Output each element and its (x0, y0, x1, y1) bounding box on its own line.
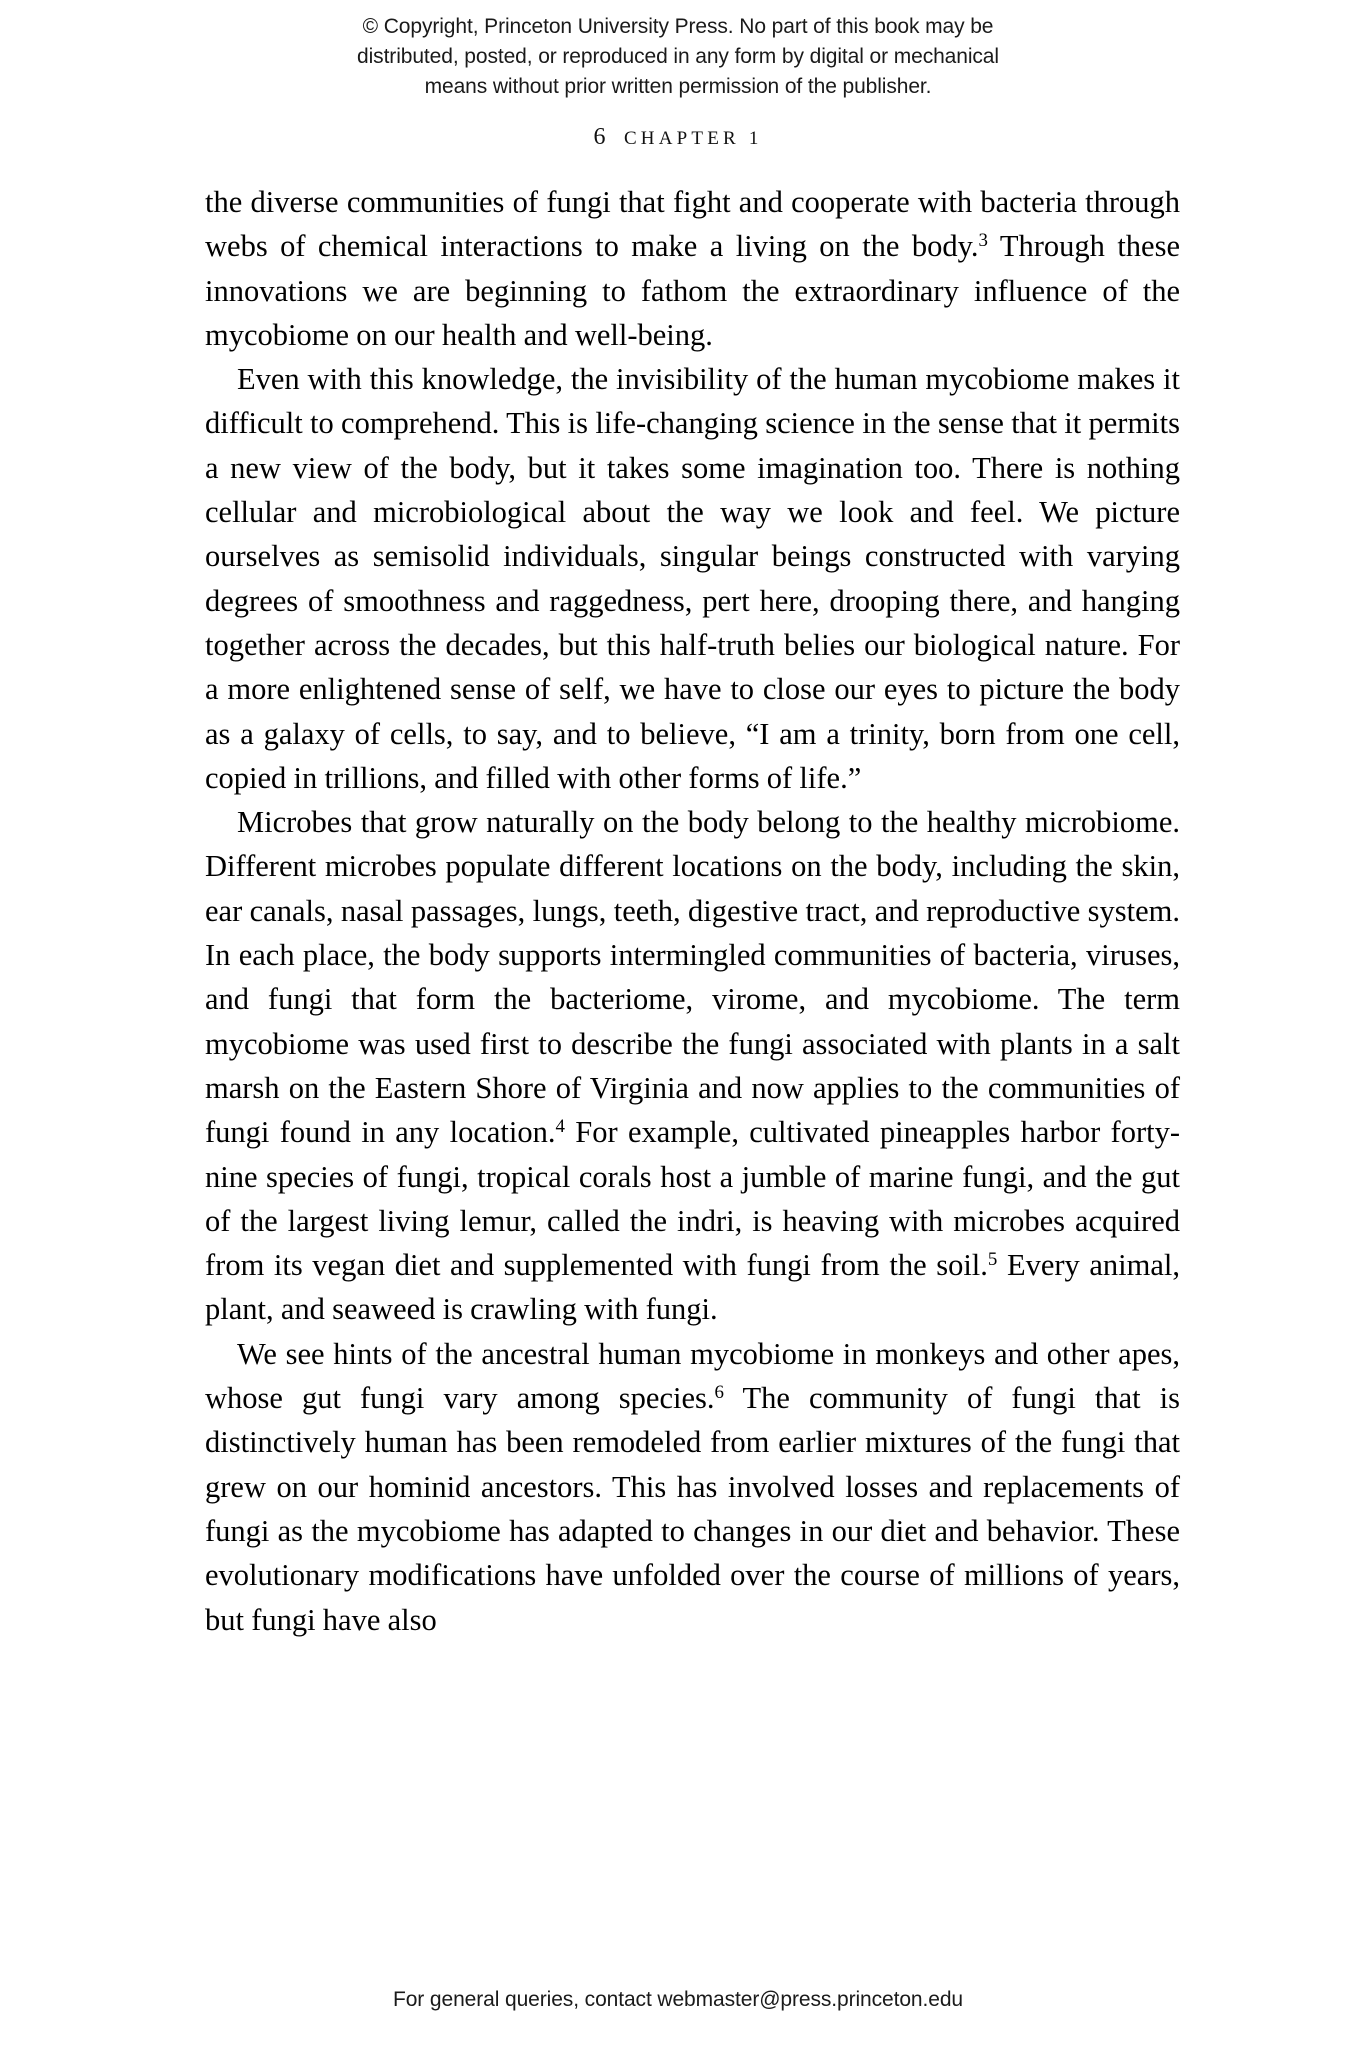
body-text (205, 180, 1180, 1642)
footnote-marker: 4 (555, 1116, 565, 1138)
footnote-marker: 6 (714, 1382, 724, 1404)
footnote-marker: 5 (987, 1249, 998, 1271)
copyright-notice-line-3: means without prior written permission of the publisher. (424, 75, 932, 98)
copyright-notice (0, 12, 1356, 102)
copyright-notice-line-2: distributed, posted, or reproduced in any form by digital or mechanical (357, 45, 999, 68)
running-head (0, 124, 1356, 151)
copyright-notice-line-1: © Copyright, Princeton University Press. No part of this book may be (362, 15, 994, 38)
page-number: 6 (593, 124, 606, 150)
paragraph: the diverse communities of fungi that fight and cooperate with bacteria through webs of chemical interactions to make a living on the body.$^3$ Through these innovations we are beginning to fathom the extraordinary influence of the mycobiome on our health and well-being. (205, 185, 1180, 352)
footnote-marker: 3 (978, 230, 988, 252)
paragraph: Microbes that grow naturally on the body belong to the healthy microbiome. Different microbes populate different locations on the body, including the skin, ear canals, nasal passages, lungs, teeth, digestive tract, and reproductive system. In each place, the body supports intermingled communities of bacteria, viruses, and fungi that form the bacteriome, virome, and mycobiome. The term mycobiome was used first to describe the fungi associated with plants in a salt marsh on the Eastern Shore of Virginia and now applies to the communities of fungi found in any location.$^4$ For example, cultivated pineapples harbor forty-nine species of fungi, tropical corals host a jumble of marine fungi, and the gut of the largest living lemur, called the indri, is heaving with microbes acquired from its vegan diet and supplemented with fungi from the soil.$^5$ Every animal, plant, and seaweed is crawling with fungi. (205, 805, 1181, 1327)
chapter-label: CHAPTER 1 (623, 128, 763, 149)
page-footer: For general queries, contact webmaster@press.princeton.edu (393, 1988, 963, 2011)
paragraph: We see hints of the ancestral human mycobiome in monkeys and other apes, whose gut fungi vary among species.$^6$ The community of fungi that is distinctively human has been remodeled from earlier mixtures of the fungi that grew on our hominid ancestors. This has involved losses and replacements of fungi as the mycobiome has adapted to changes in our diet and behavior. These evolutionary modifications have unfolded over the course of millions of years, but fungi have also (205, 1336, 1181, 1637)
paragraph: Even with this knowledge, the invisibility of the human mycobiome makes it difficult to comprehend. This is life-changing science in the sense that it permits a new view of the body, but it takes some imagination too. There is nothing cellular and microbiological about the way we look and feel. We picture ourselves as semisolid individuals, singular beings constructed with varying degrees of smoothness and raggedness, pert here, drooping there, and hanging together across the decades, but this half-truth belies our biological nature. For a more enlightened sense of self, we have to close our eyes to picture the body as a galaxy of cells, to say, and to believe, “I am a trinity, born from one cell, copied in trillions, and filled with other forms of life.” (205, 362, 1180, 795)
